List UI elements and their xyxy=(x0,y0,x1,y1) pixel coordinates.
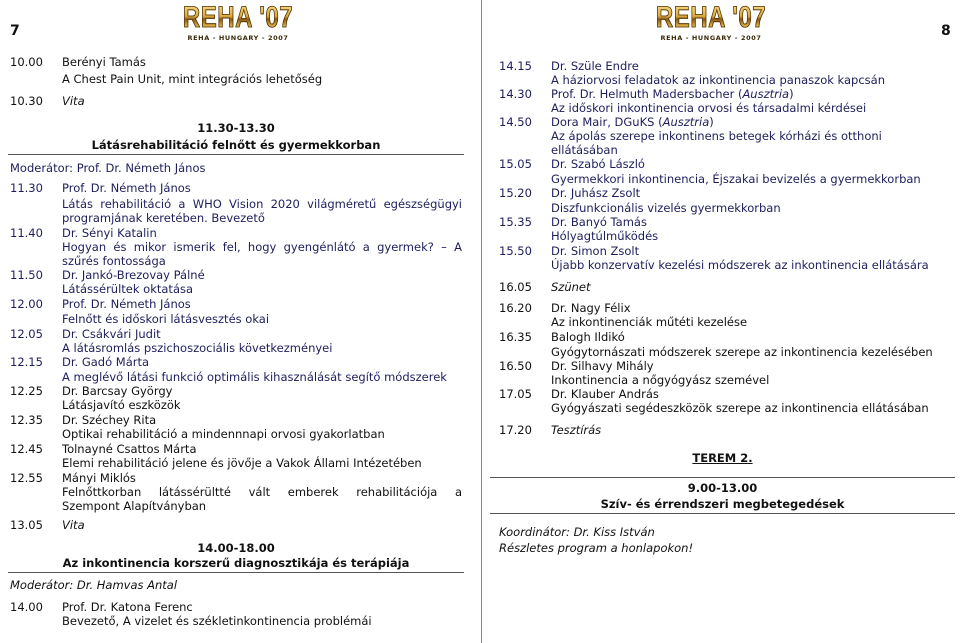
talk-title-line: Az inkontinenciák műtéti kezelése xyxy=(551,315,748,329)
talk-time: 12.25 xyxy=(10,384,43,398)
session-title: Látásrehabilitáció felnőtt és gyermekkorban xyxy=(91,138,381,152)
talk-speaker: Tolnayné Csattos Márta xyxy=(62,442,197,456)
program-row xyxy=(0,244,960,258)
program-row xyxy=(0,157,960,171)
talk-title-line: Látásjavító eszközök xyxy=(62,398,181,412)
talk-title-line: Újabb konzervatív kezelési módszerek az inkontinencia ellátására xyxy=(551,258,929,272)
speaker-country: Ausztria xyxy=(662,115,710,129)
talk-speaker: Mányi Miklós xyxy=(62,471,136,485)
talk-speaker: Dr. Banyó Tamás xyxy=(551,215,647,229)
talk-time: 12.45 xyxy=(10,442,43,456)
talk-time: 17.05 xyxy=(499,387,532,401)
talk-speaker: Dr. Szüle Endre xyxy=(551,59,639,73)
talk-speaker: Dr. Simon Zsolt xyxy=(551,244,640,258)
talk-title-line: Felnőtt és időskori látásvesztés okai xyxy=(62,312,270,326)
talk-time: 17.20 xyxy=(499,423,532,437)
talk-time: 12.15 xyxy=(10,355,43,369)
talk-speaker: Dr. Klauber András xyxy=(551,387,659,401)
session-rule xyxy=(8,572,464,573)
session-rule xyxy=(8,154,464,155)
talk-title-line: Látássérültek oktatása xyxy=(62,282,194,296)
discussion-label: Vita xyxy=(62,518,85,532)
program-row xyxy=(0,330,960,344)
page-number: 8 xyxy=(941,23,951,39)
talk-title-line: Diszfunkcionális vizelés gyermekkorban xyxy=(551,201,781,215)
speaker-suffix: ) xyxy=(709,115,714,129)
talk-title-line: A Chest Pain Unit, mint integrációs lehetőség xyxy=(62,72,323,86)
session-time-range: 14.00-18.00 xyxy=(197,541,275,555)
talk-time: 15.35 xyxy=(499,215,532,229)
program-row xyxy=(0,423,960,437)
test-label: Tesztírás xyxy=(551,423,602,437)
talk-speaker: Dr. Gadó Márta xyxy=(62,355,150,369)
talk-time: 14.30 xyxy=(499,87,532,101)
talk-time: 15.50 xyxy=(499,244,532,258)
program-row xyxy=(0,280,960,294)
talk-title-line: Elemi rehabilitáció jelene és jövője a Vakok Állami Intézetében xyxy=(62,456,422,470)
talk-time: 16.05 xyxy=(499,280,532,294)
discussion-label: Vita xyxy=(62,94,85,108)
talk-speaker: Dr. Széchey Rita xyxy=(62,413,157,427)
reha-logo xyxy=(652,1,770,42)
logo-subtitle: REHA - HUNGARY - 2007 xyxy=(660,34,762,42)
talk-time: 12.35 xyxy=(10,413,43,427)
talk-title-line: Felnőttkorban látássérültté vált emberek rehabilitációja a xyxy=(62,485,462,499)
talk-speaker: Berényi Tamás xyxy=(62,55,146,69)
talk-title-line: Az időskori inkontinencia orvosi és társadalmi kérdései xyxy=(551,101,867,115)
talk-title-line: Optikai rehabilitáció a mindennnapi orvosi gyakorlatban xyxy=(62,427,385,441)
talk-time: 14.00 xyxy=(10,600,43,614)
talk-title-line: Gyógyászati segédeszközök szerepe az inkontinencia ellátásában xyxy=(551,401,929,415)
page-number: 7 xyxy=(10,23,20,39)
talk-time: 12.55 xyxy=(10,471,43,485)
program-note: Részletes program a honlapokon! xyxy=(499,541,694,555)
program-row xyxy=(0,87,960,101)
session-title: Szív- és érrendszeri megbetegedések xyxy=(600,497,845,511)
talk-time: 10.30 xyxy=(10,94,43,108)
reha-logo xyxy=(180,1,296,42)
talk-title-line: A háziorvosi feladatok az inkontinencia panaszok kapcsán xyxy=(551,73,885,87)
talk-time: 16.50 xyxy=(499,359,532,373)
talk-time: 16.20 xyxy=(499,301,532,315)
program-row xyxy=(0,301,960,315)
talk-title-line: A meglévő látási funkció optimális kihasználását segítő módszerek xyxy=(62,370,447,384)
talk-title-line: Bevezető, A vizelet és székletinkontinencia problémái xyxy=(62,614,372,628)
talk-speaker: Dr. Csákvári Judit xyxy=(62,327,161,341)
talk-title-line: Inkontinencia a nőgyógyász szemével xyxy=(551,373,770,387)
talk-time: 12.05 xyxy=(10,327,43,341)
talk-time: 14.50 xyxy=(499,115,532,129)
talk-title-line: szűrés fontossága xyxy=(62,254,166,268)
talk-speaker: Prof. Dr. Németh János xyxy=(62,181,191,195)
talk-speaker xyxy=(551,87,794,101)
talk-title-line: Gyógytornászati módszerek szerepe az inkontinencia kezelésében xyxy=(551,345,933,359)
session-time-range: 9.00-13.00 xyxy=(687,481,758,495)
talk-speaker xyxy=(551,115,714,129)
program-row xyxy=(0,600,960,614)
talk-title-line: Szempont Alapítványban xyxy=(62,499,207,513)
talk-time: 11.40 xyxy=(10,226,43,240)
talk-title-line: programjának keretében. Bevezető xyxy=(62,211,265,225)
talk-time: 11.50 xyxy=(10,268,43,282)
coordinator: Koordinátor: Dr. Kiss István xyxy=(499,525,655,539)
talk-time: 15.05 xyxy=(499,157,532,171)
talk-time: 12.00 xyxy=(10,297,43,311)
break-label: Szünet xyxy=(551,280,591,294)
talk-speaker: Dr. Juhász Zsolt xyxy=(551,186,641,200)
talk-speaker: Dr. Sényi Katalin xyxy=(62,226,157,240)
logo-title: REHA '07 xyxy=(180,4,296,33)
talk-time: 10.00 xyxy=(10,55,43,69)
talk-speaker: Prof. Dr. Katona Ferenc xyxy=(62,600,193,614)
talk-time: 11.30 xyxy=(10,181,43,195)
talk-title-line: ellátásában xyxy=(551,143,618,157)
session-rule xyxy=(490,513,955,514)
talk-speaker: Balogh Ildikó xyxy=(551,330,625,344)
program-row xyxy=(0,518,960,532)
talk-title-line: Látás rehabilitáció a WHO Vision 2020 világméretű egészségügyi xyxy=(62,197,462,211)
speaker-name: Dora Mair, DGuKS ( xyxy=(551,115,663,129)
talk-speaker: Dr. Szabó László xyxy=(551,157,645,171)
program-row xyxy=(0,387,960,401)
talk-time: 15.20 xyxy=(499,186,532,200)
talk-speaker: Dr. Jankó-Brezovay Pálné xyxy=(62,268,205,282)
talk-title-line: Hogyan és mikor ismerik fel, hogy gyengénlátó a gyermek? – A xyxy=(62,240,462,254)
talk-time: 14.15 xyxy=(499,59,532,73)
program-row xyxy=(0,186,960,200)
talk-time: 13.05 xyxy=(10,518,43,532)
talk-speaker: Prof. Dr. Németh János xyxy=(62,297,191,311)
logo-subtitle: REHA - HUNGARY - 2007 xyxy=(187,34,289,42)
program-row xyxy=(0,59,960,73)
talk-title-line: Gyermekkori inkontinencia, Éjszakai bevizelés a gyermekkorban xyxy=(551,172,921,186)
talk-speaker: Dr. Silhavy Mihály xyxy=(551,359,654,373)
program-row xyxy=(0,359,960,373)
moderator: Moderátor: Dr. Hamvas Antal xyxy=(10,578,178,592)
logo-title: REHA '07 xyxy=(652,4,770,33)
session-title: Az inkontinencia korszerű diagnosztikája és terápiája xyxy=(62,556,410,570)
talk-title-line: Az ápolás szerepe inkontinens betegek kórházi és otthoni xyxy=(551,129,882,143)
talk-speaker: Dr. Barcsay György xyxy=(62,384,173,398)
program-row xyxy=(0,215,960,229)
talk-speaker: Dr. Nagy Félix xyxy=(551,301,631,315)
speaker-country: Ausztria xyxy=(742,87,790,101)
talk-time: 16.35 xyxy=(499,330,532,344)
speaker-name: Prof. Dr. Helmuth Madersbacher ( xyxy=(551,87,743,101)
session-time-range: 11.30-13.30 xyxy=(197,121,275,135)
talk-title-line: Hólyagtúlműködés xyxy=(551,229,659,243)
moderator: Moderátor: Prof. Dr. Németh János xyxy=(10,161,206,175)
talk-title-line: A látásromlás pszichoszociális következményei xyxy=(62,341,333,355)
session-rule xyxy=(490,477,955,478)
room-label: TEREM 2. xyxy=(692,451,753,465)
speaker-suffix: ) xyxy=(789,87,794,101)
program-row xyxy=(0,115,960,129)
